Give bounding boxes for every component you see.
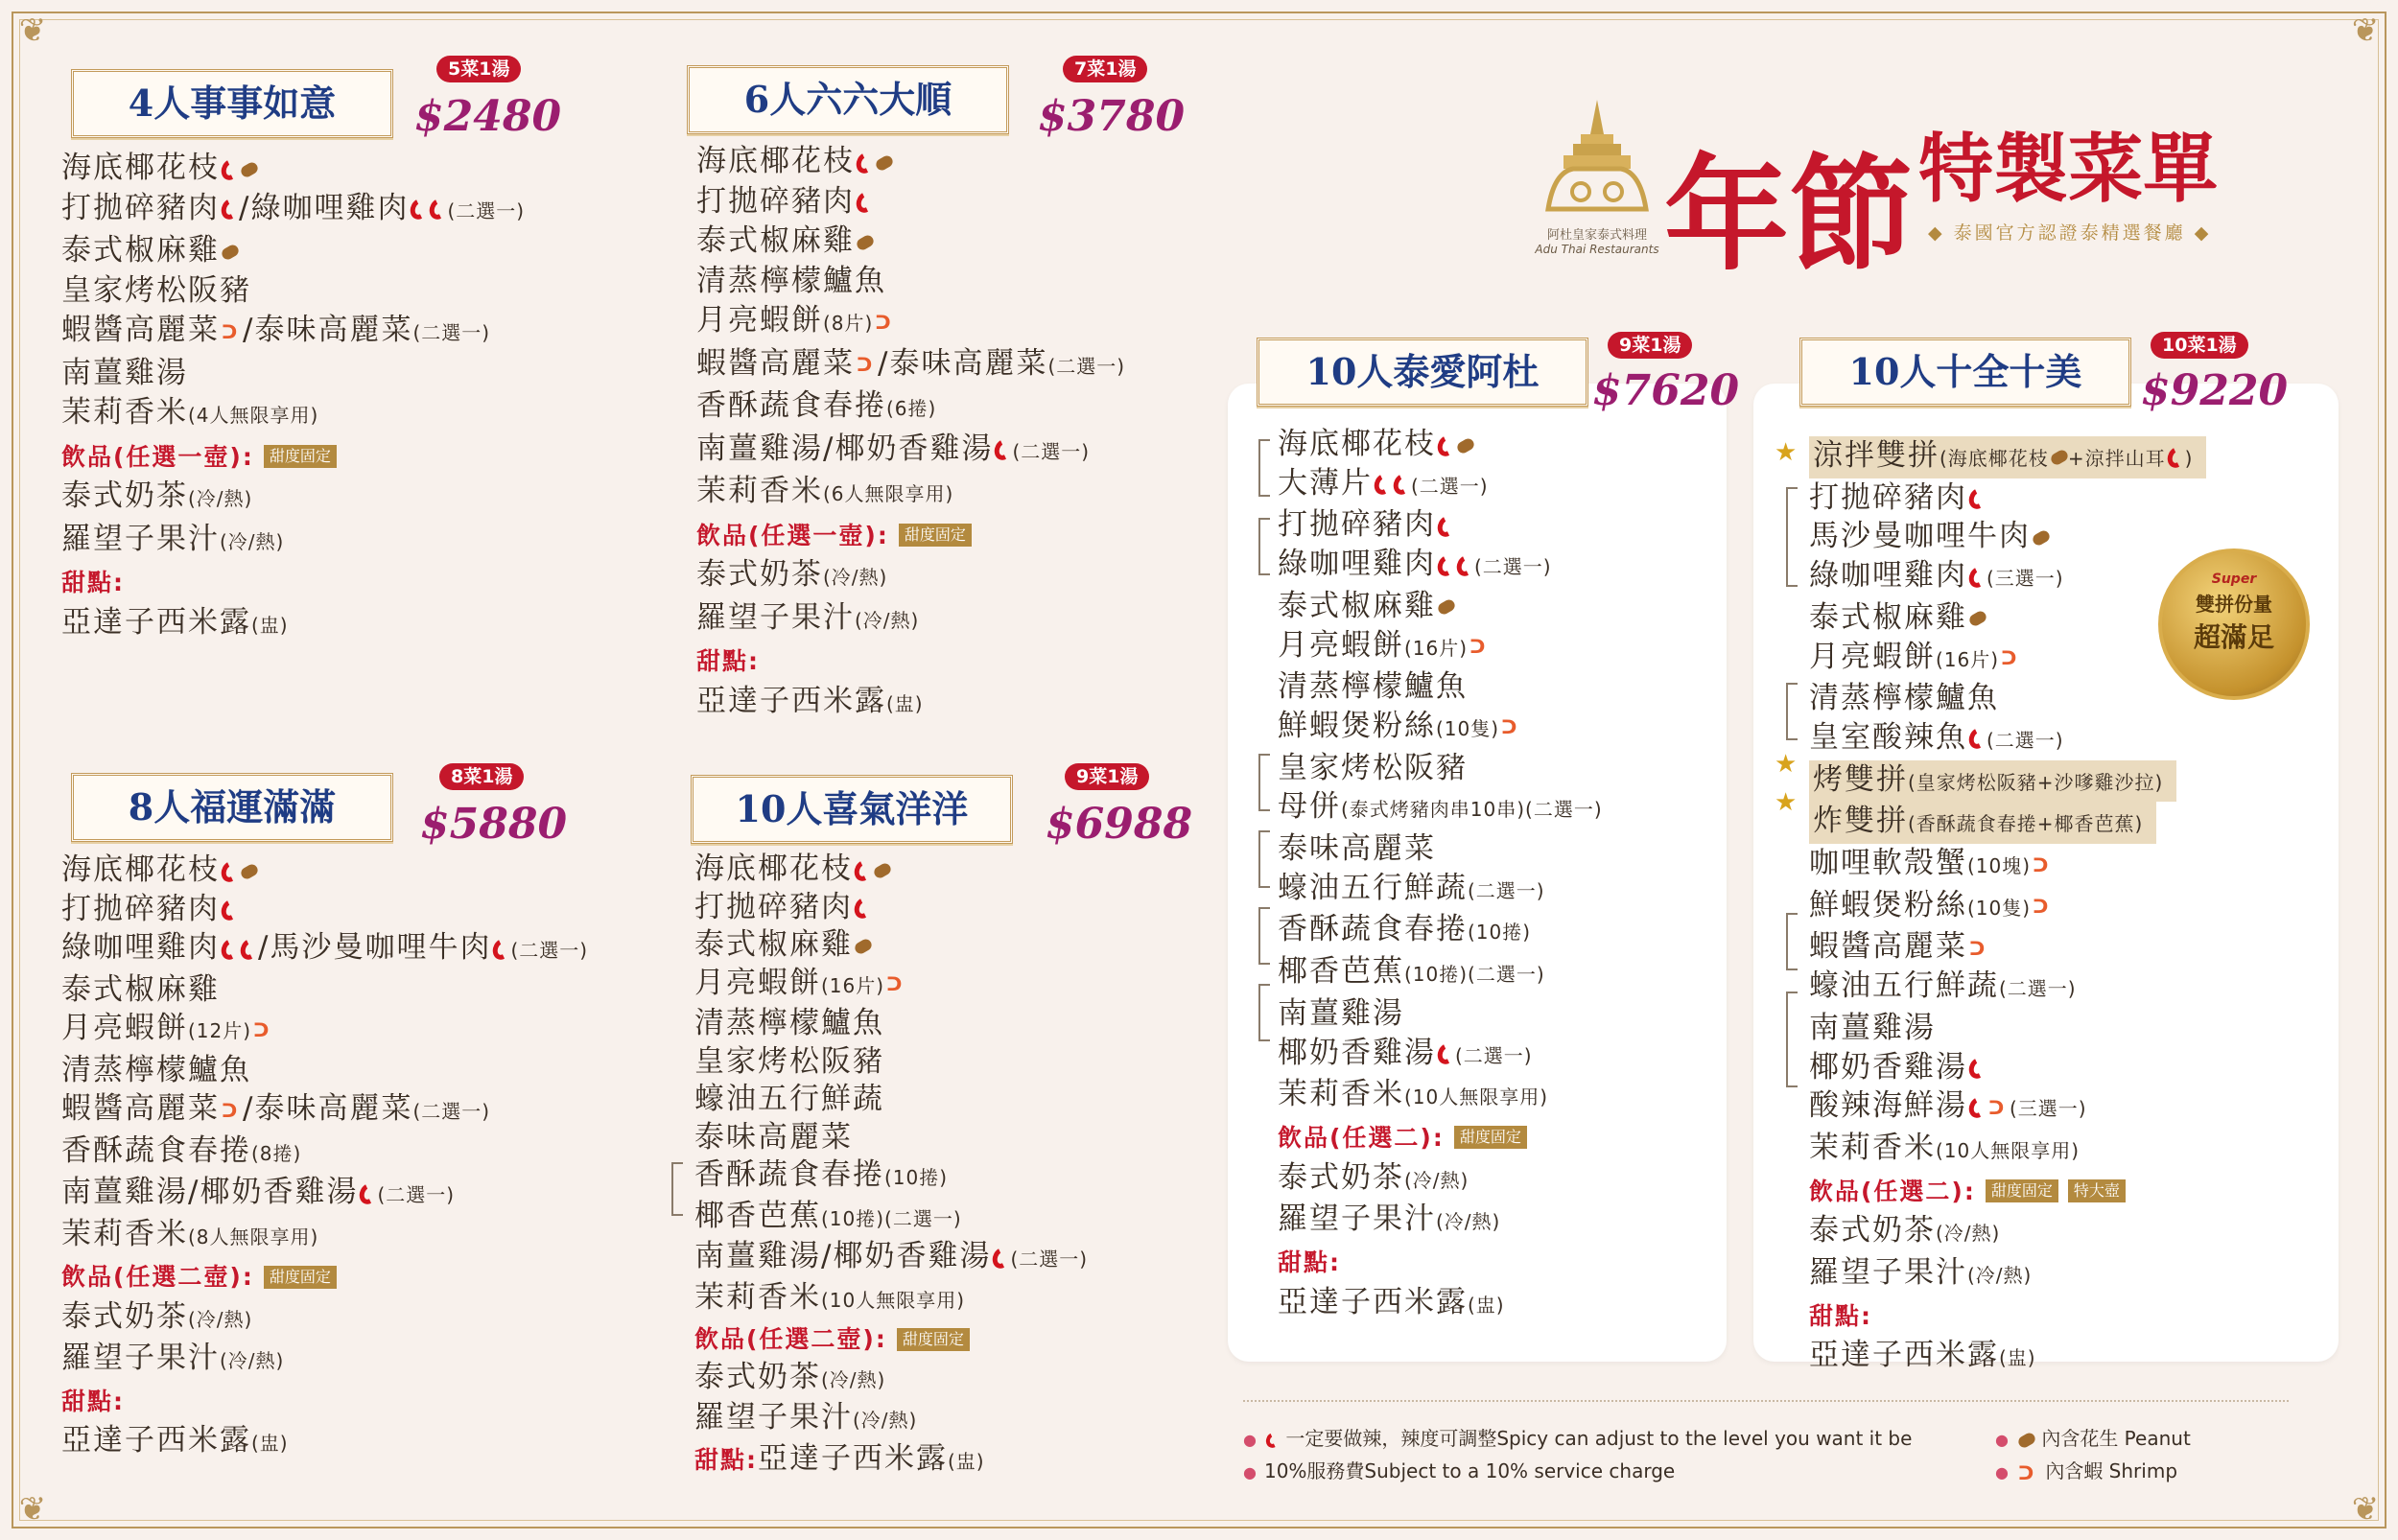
spicy-icon xyxy=(219,156,242,182)
list-item: 椰奶香雞湯 xyxy=(1809,1048,2206,1087)
shrimp-icon: ᑐ xyxy=(875,310,893,334)
list-item: 蝦醬高麗菜 ᑐ xyxy=(1809,927,2206,967)
list-item: 泰式椒麻雞 xyxy=(61,971,220,1007)
brand-name-en: Adu Thai Restaurants xyxy=(1535,243,1659,256)
list-item: 香酥蔬食春捲(6捲) xyxy=(696,388,937,423)
group-bracket xyxy=(1258,907,1270,965)
title-sub: 特製菜單 xyxy=(1918,126,2219,213)
highlight-row: 炸雙拼(香酥蔬食春捲+椰香芭蕉) xyxy=(1809,802,2156,844)
peanut-icon xyxy=(1455,436,1476,455)
diamond-icon: ◆ xyxy=(2185,222,2212,244)
list-item: 南薑雞湯/椰奶香雞湯 (二選一) xyxy=(696,431,1091,466)
spicy-icon xyxy=(854,190,877,216)
list-item: 月亮蝦餅(16片) ᑐ xyxy=(1809,638,2206,680)
highlight-row: 涼拌雙拼(海底椰花枝 +涼拌山耳 ) xyxy=(1809,436,2206,478)
group-bracket xyxy=(1786,992,1798,1087)
list-item: 泰式奶茶(冷/熱) xyxy=(1278,1159,1469,1195)
menu-10c-badge: 10菜1湯 xyxy=(2151,332,2248,359)
list-item: 打拋碎豬肉 /綠咖哩雞肉 (二選一) xyxy=(61,190,526,225)
list-item: 大薄片 (二選一) xyxy=(1278,465,1489,501)
list-item: 南薑雞湯 xyxy=(1809,1010,1936,1045)
menu-10a-title: 10人喜氣洋洋 xyxy=(691,775,1013,844)
list-item: 泰式奶茶(冷/熱) xyxy=(61,478,253,513)
bullet-icon: ● xyxy=(1995,1463,2009,1482)
subtitle xyxy=(1928,219,2211,245)
list-item: 清蒸檸檬鱸魚 xyxy=(1278,669,1468,705)
star-icon: ★ xyxy=(1775,750,1798,779)
list-item: 酸辣海鮮湯 ᑐ (三選一) xyxy=(1809,1088,2087,1124)
list-item: 泰式奶茶(冷/熱) xyxy=(1809,1213,2001,1248)
list-item: 皇家烤松阪豬 xyxy=(61,272,251,308)
value-seal xyxy=(2158,548,2310,700)
group-bracket xyxy=(1786,683,1798,740)
list-item: 海底椰花枝 xyxy=(61,149,525,189)
list-item: 泰式椒麻雞 xyxy=(1278,587,1603,626)
spicy-icon xyxy=(852,896,875,922)
menu-6-price: $3780 xyxy=(1038,92,1186,141)
list-item: 蝦醬高麗菜 ᑐ /泰味高麗菜(二選一) xyxy=(696,345,1126,381)
shrimp-icon: ᑐ xyxy=(2001,646,2019,670)
list-item: 椰奶香雞湯 (二選一) xyxy=(1278,1035,1533,1070)
spicy-icon xyxy=(1435,552,1458,578)
bullet-icon: ● xyxy=(1243,1431,1257,1449)
menu-6-title: 6人六六大順 xyxy=(687,65,1009,134)
list-item: 皇家烤松阪豬 xyxy=(694,1043,884,1079)
group-bracket xyxy=(1258,754,1270,811)
shrimp-icon: ᑐ xyxy=(253,1017,271,1041)
spicy-icon xyxy=(219,898,242,923)
sweetness-tag: 甜度固定 xyxy=(264,445,337,468)
spicy-icon xyxy=(1966,1056,1989,1082)
spicy-icon xyxy=(1435,513,1458,539)
shrimp-icon: ᑐ xyxy=(1988,1095,2007,1119)
list-item: 泰式椒麻雞 xyxy=(694,926,1088,965)
shrimp-icon: ᑐ xyxy=(857,353,875,376)
list-item: 蠔油五行鮮蔬 xyxy=(694,1082,884,1116)
list-item: 香酥蔬食春捲(10捲) xyxy=(694,1157,949,1192)
list-item: 蠔油五行鮮蔬(二選一) xyxy=(1278,870,1545,905)
list-item: 茉莉香米(8人無限享用) xyxy=(61,1216,319,1251)
list-item: 月亮蝦餅(16片) ᑐ xyxy=(1278,626,1603,668)
shrimp-icon: ᑐ xyxy=(1501,715,1519,739)
group-bracket xyxy=(671,1162,683,1216)
menu-6-badge: 7菜1湯 xyxy=(1063,56,1147,82)
list-item xyxy=(1809,760,2206,803)
subtitle-text: 泰國官方認證泰精選餐廳 xyxy=(1953,222,2186,244)
list-item: 泰式奶茶(冷/熱) xyxy=(61,1298,253,1334)
list-item: 打拋碎豬肉 xyxy=(694,889,1088,927)
spicy-icon xyxy=(219,858,242,884)
menu-10a-badge: 9菜1湯 xyxy=(1065,763,1149,790)
spicy-icon xyxy=(1435,432,1458,458)
list-item: 鮮蝦煲粉絲(10隻) ᑐ xyxy=(1278,707,1603,749)
list-item: 綠咖哩雞肉 (二選一) xyxy=(1278,547,1552,582)
list-item: 南薑雞湯/椰奶香雞湯 (二選一) xyxy=(61,1175,456,1209)
star-icon: ★ xyxy=(1775,788,1798,817)
list-item: 清蒸檸檬鱸魚 xyxy=(694,1006,884,1040)
list-item: 南薑雞湯 xyxy=(61,355,188,390)
list-item: 蠔油五行鮮蔬(二選一) xyxy=(1809,968,2077,1004)
footer-divider xyxy=(1243,1400,2289,1402)
list-item: 皇家烤松阪豬 xyxy=(1278,750,1468,785)
seal-line1: 雙拼份量 xyxy=(2196,593,2272,616)
spicy-icon xyxy=(854,150,877,175)
list-item: 泰味高麗菜 xyxy=(1278,831,1436,867)
menu-8-title: 8人福運滿滿 xyxy=(71,773,393,842)
shrimp-icon: ᑐ xyxy=(222,1098,240,1122)
shrimp-icon: ᑐ xyxy=(1969,936,1987,960)
list-item: 南薑雞湯/椰奶香雞湯 (二選一) xyxy=(694,1239,1089,1273)
shrimp-icon: ᑐ xyxy=(2017,1460,2034,1484)
menu-10c-price: $9220 xyxy=(2141,366,2289,415)
list-item: 甜點:亞達子西米露(盅) xyxy=(694,1440,985,1476)
list-item: 飲品(任選二): 甜度固定 xyxy=(1278,1117,1603,1158)
list-item: 椰香芭蕉(10捲)(二選一) xyxy=(694,1198,962,1233)
spicy-icon xyxy=(408,197,431,222)
list-item: 泰式奶茶(冷/熱) xyxy=(694,1359,886,1394)
list-item: 月亮蝦餅(12片) ᑐ xyxy=(61,1009,588,1051)
list-item: 海底椰花枝 xyxy=(61,851,588,890)
bullet-icon: ● xyxy=(1995,1431,2009,1449)
service-note: ● 10%服務費Subject to a 10% service charge xyxy=(1243,1459,1676,1482)
list-item: 飲品(任選一壺): 甜度固定 xyxy=(61,436,525,478)
list-item: 飲品(任選二): 甜度固定 特大壺 xyxy=(1809,1171,2206,1212)
menu-10a-price: $6988 xyxy=(1046,800,1193,849)
list-item: 甜點: xyxy=(61,569,125,596)
list-item: 亞達子西米露(盅) xyxy=(61,1423,289,1458)
peanut-icon xyxy=(855,233,876,251)
list-item: 飲品(任選二壺): 甜度固定 xyxy=(694,1319,1088,1359)
menu-4-price: $2480 xyxy=(414,92,562,141)
list-item: 打拋碎豬肉 xyxy=(1809,478,2206,518)
peanut-icon xyxy=(1436,598,1457,617)
spicy-icon xyxy=(1966,1094,1989,1120)
corner-ornament-icon: ❦ xyxy=(18,12,47,50)
list-item: 亞達子西米露(盅) xyxy=(696,683,924,718)
spicy-note: ● 一定要做辣，辣度可調整Spicy can adjust to the level you want it be xyxy=(1243,1427,1913,1450)
group-bracket xyxy=(1786,487,1798,587)
seal-line2: 超滿足 xyxy=(2193,621,2274,653)
peanut-icon xyxy=(1967,610,1988,628)
list-item: 茉莉香米(4人無限享用) xyxy=(61,395,319,430)
title-main: 年節 xyxy=(1664,141,1915,288)
group-bracket xyxy=(1786,913,1798,970)
group-bracket xyxy=(1258,518,1270,575)
list-item xyxy=(1809,436,2206,478)
list-item: 椰香芭蕉(10捲)(二選一) xyxy=(1278,954,1545,990)
peanut-icon xyxy=(239,862,260,880)
list-item: 清蒸檸檬鱸魚 xyxy=(61,1052,251,1087)
menu-10c-list xyxy=(1809,436,2206,1378)
menu-4-list xyxy=(61,149,525,645)
diamond-icon: ◆ xyxy=(1928,222,1954,244)
list-item: 月亮蝦餅(16片) ᑐ xyxy=(694,965,1088,1006)
logo-block xyxy=(1535,96,1659,268)
list-item: 皇室酸辣魚 (二選一) xyxy=(1809,719,2064,755)
peanut-icon xyxy=(872,861,893,879)
shrimp-icon: ᑐ xyxy=(222,319,240,343)
list-item: 打拋碎豬肉 xyxy=(61,890,588,929)
peanut-icon xyxy=(874,153,895,172)
list-item: 飲品(任選一壺): 甜度固定 xyxy=(696,515,1125,556)
spicy-icon xyxy=(1372,472,1395,498)
shrimp-icon: ᑐ xyxy=(2033,895,2051,919)
list-item: 清蒸檸檬鱸魚 xyxy=(1809,681,1999,716)
group-bracket xyxy=(1258,439,1270,497)
list-item: 打拋碎豬肉 xyxy=(696,182,1125,222)
list-item: 蝦醬高麗菜 ᑐ /泰味高麗菜(二選一) xyxy=(61,313,491,347)
shrimp-legend: ● ᑐ 內含蝦 Shrimp xyxy=(1995,1459,2178,1484)
list-item: 茉莉香米(10人無限享用) xyxy=(694,1279,966,1315)
corner-ornament-icon: ❦ xyxy=(2351,1490,2380,1528)
menu-10b-price: $7620 xyxy=(1592,366,1740,415)
shrimp-icon: ᑐ xyxy=(886,972,905,995)
list-item: 羅望子果汁(冷/熱) xyxy=(1278,1202,1501,1237)
menu-10a-list xyxy=(694,851,1088,1481)
list-item: 清蒸檸檬鱸魚 xyxy=(696,263,886,298)
list-item: 海底椰花枝 xyxy=(696,142,1125,182)
corner-ornament-icon: ❦ xyxy=(2351,12,2380,50)
list-item: 海底椰花枝 xyxy=(694,851,1088,889)
temple-logo-icon xyxy=(1535,96,1659,221)
list-item: 泰式奶茶(冷/熱) xyxy=(696,557,888,592)
menu-10b-list xyxy=(1278,425,1603,1324)
list-item: 綠咖哩雞肉 (三選一) xyxy=(1809,558,2064,594)
list-item: 泰式椒麻雞 xyxy=(1809,598,2206,638)
menu-4-title: 4人事事如意 xyxy=(71,69,393,138)
list-item: 羅望子果汁(冷/熱) xyxy=(694,1400,918,1435)
list-item: 咖哩軟殼蟹(10塊) ᑐ xyxy=(1809,844,2206,886)
spicy-icon xyxy=(1966,486,1989,512)
list-item: 羅望子果汁(冷/熱) xyxy=(1809,1255,2033,1291)
menu-6-list xyxy=(696,142,1125,724)
menu-4-badge: 5菜1湯 xyxy=(436,56,521,82)
peanut-icon xyxy=(2049,448,2070,466)
highlight-row: 烤雙拼(皇家烤松阪豬+沙嗲雞沙拉) xyxy=(1809,760,2176,803)
spicy-icon xyxy=(1264,1431,1282,1450)
list-item: 南薑雞湯 xyxy=(1278,995,1404,1031)
peanut-legend: ● 內含花生 Peanut xyxy=(1995,1427,2191,1450)
list-item: 鮮蝦煲粉絲(10隻) ᑐ xyxy=(1809,886,2206,928)
menu-8-price: $5880 xyxy=(420,800,568,849)
bullet-icon: ● xyxy=(1243,1463,1257,1482)
menu-8-badge: 8菜1湯 xyxy=(439,763,524,790)
seal-top: Super xyxy=(2211,572,2257,587)
corner-ornament-icon: ❦ xyxy=(18,1490,47,1528)
shrimp-icon: ᑐ xyxy=(2033,852,2051,876)
list-item: 甜點: xyxy=(1809,1301,1872,1330)
list-item: 甜點: xyxy=(696,647,760,675)
list-item: 亞達子西米露(盅) xyxy=(1278,1284,1505,1319)
list-item: 羅望子果汁(冷/熱) xyxy=(61,1341,285,1375)
list-item: 綠咖哩雞肉 /馬沙曼咖哩牛肉 (二選一) xyxy=(61,930,589,965)
list-item: 香酥蔬食春捲(8捲) xyxy=(61,1132,302,1168)
list-item: 茉莉香米(10人無限享用) xyxy=(1278,1077,1549,1112)
list-item: 蝦醬高麗菜 ᑐ /泰味高麗菜(二選一) xyxy=(61,1091,491,1126)
list-item: 母併(泰式烤豬肉串10串)(二選一) xyxy=(1278,789,1603,825)
list-item: 馬沙曼咖哩牛肉 xyxy=(1809,517,2206,556)
shrimp-icon: ᑐ xyxy=(1469,635,1488,659)
menu-8-list xyxy=(61,851,588,1463)
list-item: 茉莉香米(6人無限享用) xyxy=(696,474,954,508)
peanut-icon xyxy=(2016,1431,2037,1449)
menu-10b-badge: 9菜1湯 xyxy=(1608,332,1692,359)
list-item: 泰式椒麻雞 xyxy=(696,222,1125,262)
list-item: 打拋碎豬肉 xyxy=(1278,505,1603,545)
list-item: 飲品(任選二壺): 甜度固定 xyxy=(61,1256,588,1297)
list-item: 甜點: xyxy=(1278,1248,1341,1277)
group-bracket xyxy=(1258,984,1270,1041)
peanut-icon xyxy=(2031,528,2052,547)
spicy-icon xyxy=(219,936,242,962)
menu-10c-title: 10人十全十美 xyxy=(1799,338,2131,407)
list-item xyxy=(1809,802,2206,844)
peanut-icon xyxy=(239,160,260,178)
list-item: 羅望子果汁(冷/熱) xyxy=(61,521,285,556)
page-title xyxy=(1664,115,2218,294)
list-item: 泰味高麗菜 xyxy=(694,1119,853,1155)
spicy-icon xyxy=(852,857,875,883)
list-item: 月亮蝦餅(8片) ᑐ xyxy=(696,301,1125,344)
brand-name: 阿杜皇家泰式料理 xyxy=(1546,228,1647,243)
list-item: 亞達子西米露(盅) xyxy=(1809,1338,2036,1373)
group-bracket xyxy=(1258,830,1270,888)
list-item: 海底椰花枝 xyxy=(1278,425,1603,464)
peanut-icon xyxy=(220,243,241,261)
list-item: 羅望子果汁(冷/熱) xyxy=(696,599,920,635)
list-item: 泰式椒麻雞 xyxy=(61,231,525,271)
list-item: 甜點: xyxy=(61,1387,125,1415)
list-item: 香酥蔬食春捲(10捲) xyxy=(1278,912,1532,947)
list-item: 亞達子西米露(盅) xyxy=(61,604,289,640)
list-item: 茉莉香米(10人無限享用) xyxy=(1809,1130,2081,1165)
menu-10b-title: 10人泰愛阿杜 xyxy=(1257,338,1588,407)
peanut-icon xyxy=(853,937,874,955)
star-icon: ★ xyxy=(1775,438,1798,467)
